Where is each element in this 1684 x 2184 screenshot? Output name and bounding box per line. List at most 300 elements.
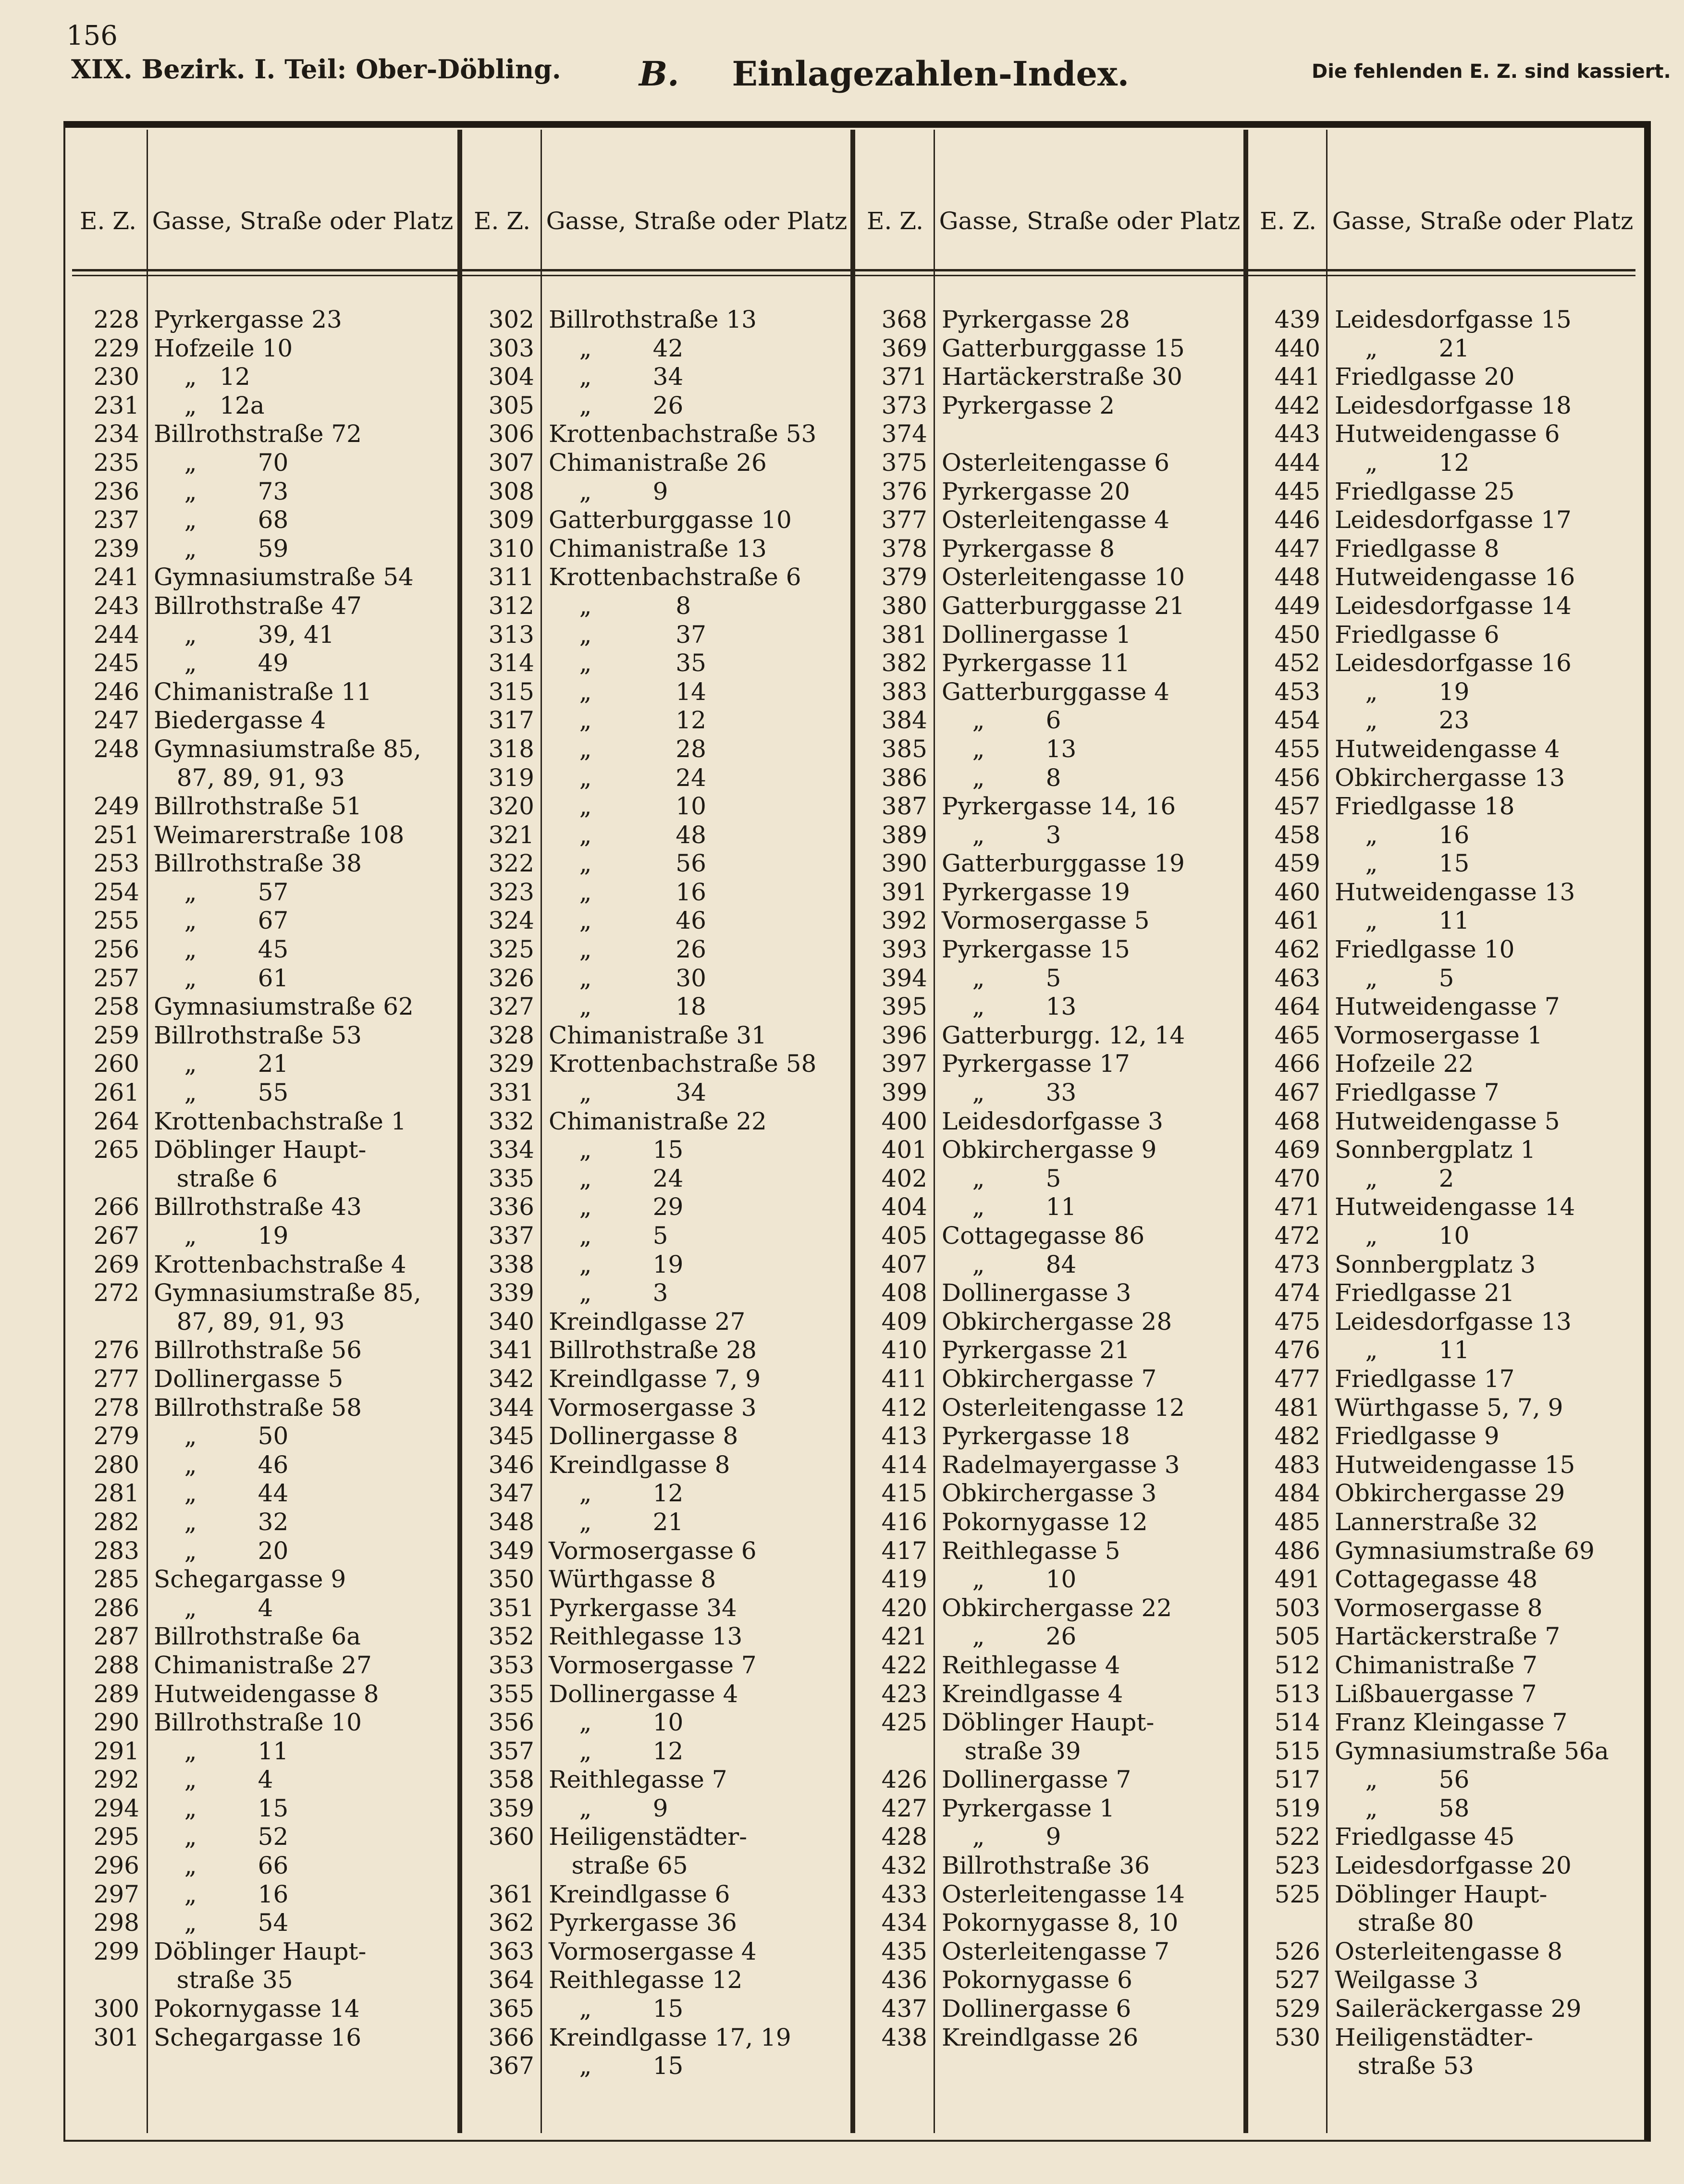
street-address: Gatterburggasse 21 (942, 591, 1185, 620)
ez-number: 382 (881, 649, 927, 677)
index-row (462, 1508, 847, 1537)
index-row (855, 1107, 1240, 1136)
index-row (1248, 1107, 1633, 1136)
index-row (67, 1995, 452, 2024)
street-address: Dollinergasse 4 (549, 1680, 738, 1708)
ez-number: 469 (1274, 1136, 1320, 1164)
street-address: „ 46 (549, 907, 706, 935)
index-row (855, 1565, 1240, 1594)
index-row (855, 1938, 1240, 1966)
ez-number: 447 (1274, 534, 1320, 563)
street-address: Schegargasse 9 (154, 1565, 346, 1594)
index-row (67, 1279, 452, 1336)
street-address: Hutweidengasse 7 (1335, 993, 1560, 1021)
ez-number: 267 (93, 1222, 139, 1250)
index-row (855, 1050, 1240, 1079)
ez-number: 476 (1274, 1336, 1320, 1364)
index-row (855, 563, 1240, 592)
ez-number: 375 (881, 448, 927, 477)
street-address: „ 15 (549, 2052, 684, 2080)
ez-number: 379 (881, 563, 927, 591)
ez-number: 359 (488, 1794, 534, 1822)
index-row (1248, 420, 1633, 449)
street-address: Dollinergasse 6 (942, 1995, 1131, 2023)
index-row (462, 849, 847, 878)
street-address: Obkirchergasse 13 (1335, 763, 1565, 792)
index-row (67, 506, 452, 535)
index-row (855, 649, 1240, 678)
street-address: Leidesdorfgasse 17 (1335, 506, 1572, 534)
index-row (855, 1823, 1240, 1852)
ez-number: 349 (488, 1536, 534, 1565)
divider (1243, 130, 1248, 2133)
index-row (67, 1938, 452, 1995)
index-row (462, 706, 847, 735)
index-row (67, 392, 452, 420)
index-row (462, 1708, 847, 1737)
street-address: Billrothstraße 47 (154, 591, 362, 620)
index-row (67, 1422, 452, 1451)
index-row (1248, 1794, 1633, 1823)
ez-number: 458 (1274, 821, 1320, 849)
street-address: Billrothstraße 43 (154, 1193, 362, 1221)
street-address: „ 34 (549, 363, 684, 391)
ez-number: 422 (881, 1651, 927, 1679)
ez-number: 367 (488, 2052, 534, 2080)
ez-number: 386 (881, 763, 927, 792)
street-address: „ 54 (154, 1909, 289, 1937)
index-row (855, 1079, 1240, 1107)
index-row (67, 1852, 452, 1880)
ez-number: 397 (881, 1050, 927, 1078)
street-address: Leidesdorfgasse 15 (1335, 306, 1572, 333)
street-address: „ 33 (942, 1079, 1077, 1107)
ez-number: 301 (93, 2023, 139, 2051)
street-address: Pokornygasse 8, 10 (942, 1909, 1179, 1937)
street-address: „ 5 (942, 1164, 1061, 1192)
index-row (855, 1909, 1240, 1938)
street-address: „ 20 (154, 1536, 289, 1565)
index-row (462, 563, 847, 592)
ez-number: 432 (881, 1852, 927, 1880)
street-address: Pyrkergasse 15 (942, 935, 1130, 964)
street-address: Chimanistraße 13 (549, 534, 767, 563)
index-row (1248, 592, 1633, 621)
ez-number: 322 (488, 849, 534, 878)
street-address: Billrothstraße 53 (154, 1021, 362, 1049)
index-row (855, 1680, 1240, 1709)
ez-number: 471 (1274, 1193, 1320, 1221)
ez-number: 296 (93, 1852, 139, 1880)
street-address: Döblinger Haupt- straße 6 (154, 1136, 367, 1192)
street-address: Dollinergasse 3 (942, 1279, 1131, 1307)
ez-number: 455 (1274, 735, 1320, 763)
ez-number: 445 (1274, 477, 1320, 505)
index-row (1248, 764, 1633, 793)
divider (850, 130, 855, 2133)
ez-number: 381 (881, 620, 927, 649)
index-row (1248, 1279, 1633, 1308)
street-address: Osterleitengasse 8 (1335, 1937, 1563, 1965)
index-row (462, 1880, 847, 1909)
district-heading: XIX. Bezirk. I. Teil: Ober-Döbling. (71, 54, 561, 85)
index-row (462, 1594, 847, 1623)
index-row (1248, 1680, 1633, 1709)
ez-number: 289 (93, 1680, 139, 1708)
index-row (1248, 535, 1633, 564)
ez-number: 420 (881, 1594, 927, 1622)
ez-number: 491 (1274, 1565, 1320, 1594)
street-address: Krottenbachstraße 6 (549, 563, 801, 591)
street-address: Krottenbachstraße 53 (549, 420, 817, 448)
index-row (67, 678, 452, 707)
index-row (1248, 363, 1633, 392)
index-row (462, 878, 847, 907)
street-address: „ 59 (154, 534, 289, 563)
ez-number: 259 (93, 1021, 139, 1049)
street-address: „ 12 (549, 1479, 684, 1508)
street-address: Cottagegasse 48 (1335, 1565, 1538, 1594)
ez-number: 423 (881, 1680, 927, 1708)
street-address: Kreindlgasse 27 (549, 1307, 746, 1336)
ez-number: 235 (93, 448, 139, 477)
header-gasse: Gasse, Straße oder Platz (939, 207, 1241, 235)
ez-number: 298 (93, 1909, 139, 1937)
index-row (855, 1165, 1240, 1193)
street-address: „ 8 (549, 591, 691, 620)
ez-number: 272 (93, 1279, 139, 1307)
street-address: „ 10 (1335, 1222, 1470, 1250)
street-address: Billrothstraße 51 (154, 792, 362, 821)
index-row (1248, 334, 1633, 363)
ez-number: 416 (881, 1508, 927, 1536)
index-row (462, 1565, 847, 1594)
ez-number: 446 (1274, 506, 1320, 534)
street-address: „ 28 (549, 735, 706, 763)
street-address: Billrothstraße 6a (154, 1622, 361, 1651)
street-address: Billrothstraße 72 (154, 420, 362, 448)
street-address: „ 12 (549, 706, 706, 735)
index-row (1248, 878, 1633, 907)
index-row (855, 1251, 1240, 1279)
index-row (1248, 1651, 1633, 1680)
street-address: „ 18 (549, 993, 706, 1021)
ez-number: 309 (488, 506, 534, 534)
ez-number: 411 (881, 1364, 927, 1393)
street-address: „ 37 (549, 620, 706, 649)
ez-number: 312 (488, 591, 534, 620)
ez-number: 237 (93, 506, 139, 534)
index-row (67, 649, 452, 678)
street-address: Chimanistraße 22 (549, 1107, 767, 1135)
street-address: Friedlgasse 20 (1335, 363, 1515, 391)
street-address: Friedlgasse 8 (1335, 534, 1500, 563)
ez-number: 449 (1274, 591, 1320, 620)
street-address: Chimanistraße 26 (549, 448, 767, 477)
street-address: „ 61 (154, 964, 289, 992)
ez-number: 434 (881, 1909, 927, 1937)
ez-number: 522 (1274, 1823, 1320, 1851)
street-address: „ 16 (549, 878, 706, 906)
street-address: Pyrkergasse 1 (942, 1794, 1115, 1822)
street-address: Würthgasse 5, 7, 9 (1335, 1393, 1563, 1422)
street-address: Heiligenstädter- straße 53 (1335, 2023, 1534, 2080)
index-row (67, 935, 452, 964)
index-row (67, 1479, 452, 1508)
index-row (462, 363, 847, 392)
ez-number: 474 (1274, 1279, 1320, 1307)
index-row (855, 592, 1240, 621)
ez-number: 350 (488, 1565, 534, 1594)
index-row (1248, 1451, 1633, 1480)
index-row (462, 935, 847, 964)
ez-number: 249 (93, 792, 139, 821)
index-row (462, 306, 847, 334)
street-address: „ 15 (1335, 849, 1470, 878)
street-address: Döblinger Haupt- straße 39 (942, 1708, 1155, 1765)
ez-number: 483 (1274, 1450, 1320, 1479)
ez-number: 355 (488, 1680, 534, 1708)
ez-number: 295 (93, 1823, 139, 1851)
index-row (855, 1394, 1240, 1423)
ez-number: 466 (1274, 1050, 1320, 1078)
ez-number: 317 (488, 706, 534, 735)
ez-number: 230 (93, 363, 139, 391)
street-address: Krottenbachstraße 58 (549, 1050, 817, 1078)
ez-number: 325 (488, 935, 534, 964)
index-row (462, 1050, 847, 1079)
street-address: Gymnasiumstraße 62 (154, 993, 414, 1021)
street-address: „ 45 (154, 935, 289, 964)
street-address: Pokornygasse 6 (942, 1966, 1132, 1994)
index-row (855, 706, 1240, 735)
index-row (462, 1479, 847, 1508)
street-address: Vormosergasse 5 (942, 907, 1150, 935)
ez-number: 384 (881, 706, 927, 735)
street-address: Dollinergasse 5 (154, 1364, 344, 1393)
index-row (462, 1394, 847, 1423)
ez-number: 437 (881, 1995, 927, 2023)
street-address: Kreindlgasse 7, 9 (549, 1364, 761, 1393)
ez-number: 231 (93, 391, 139, 419)
ez-number: 417 (881, 1536, 927, 1565)
street-address: Vormosergasse 4 (549, 1937, 757, 1965)
ez-number: 523 (1274, 1852, 1320, 1880)
ez-number: 530 (1274, 2023, 1320, 2051)
ez-number: 260 (93, 1050, 139, 1078)
divider (457, 130, 462, 2133)
street-address: Friedlgasse 17 (1335, 1364, 1515, 1393)
index-row (67, 621, 452, 650)
index-row (1248, 1508, 1633, 1537)
ez-number: 452 (1274, 649, 1320, 677)
index-row (855, 478, 1240, 506)
index-row (1248, 1365, 1633, 1394)
ez-number: 456 (1274, 763, 1320, 792)
ez-number: 245 (93, 649, 139, 677)
street-address: Leidesdorfgasse 20 (1335, 1852, 1572, 1880)
index-row (855, 907, 1240, 935)
street-address: Würthgasse 8 (549, 1565, 716, 1594)
street-address: Obkirchergasse 9 (942, 1136, 1157, 1164)
street-address: „ 15 (549, 1995, 684, 2023)
street-address: Reithlegasse 12 (549, 1966, 743, 1994)
street-address: Gatterburggasse 10 (549, 506, 792, 534)
street-address: Pyrkergasse 23 (154, 306, 342, 333)
index-row (462, 420, 847, 449)
street-address: „ 67 (154, 907, 289, 935)
ez-number: 404 (881, 1193, 927, 1221)
index-row (1248, 621, 1633, 650)
street-address: Pyrkergasse 17 (942, 1050, 1130, 1078)
street-address: Leidesdorfgasse 3 (942, 1107, 1163, 1135)
ez-number: 306 (488, 420, 534, 448)
ez-number: 321 (488, 821, 534, 849)
ez-number: 505 (1274, 1622, 1320, 1651)
ez-number: 425 (881, 1708, 927, 1737)
street-address: Pyrkergasse 28 (942, 306, 1130, 333)
ez-number: 261 (93, 1079, 139, 1107)
index-row (67, 1508, 452, 1537)
index-row (67, 1880, 452, 1909)
street-address: Gymnasiumstraße 85, 87, 89, 91, 93 (154, 735, 421, 792)
ez-number: 365 (488, 1995, 534, 2023)
street-address: „ 3 (942, 821, 1061, 849)
street-address: Gatterburgg. 12, 14 (942, 1021, 1185, 1049)
ez-number: 283 (93, 1536, 139, 1565)
street-address: Dollinergasse 8 (549, 1422, 738, 1450)
index-row (855, 363, 1240, 392)
street-address: „ 19 (154, 1222, 289, 1250)
ez-number: 236 (93, 477, 139, 505)
index-row (462, 993, 847, 1021)
index-row (67, 2024, 452, 2052)
ez-number: 410 (881, 1336, 927, 1364)
page-number: 156 (66, 20, 118, 51)
index-row (462, 392, 847, 420)
index-row (1248, 1079, 1633, 1107)
index-row (462, 334, 847, 363)
index-row (1248, 1308, 1633, 1337)
street-address: Lannerstraße 32 (1335, 1508, 1538, 1536)
street-address: „ 4 (154, 1594, 273, 1622)
index-row (462, 1336, 847, 1365)
index-row (462, 1165, 847, 1193)
ez-number: 308 (488, 477, 534, 505)
street-address: „ 68 (154, 506, 289, 534)
ez-number: 464 (1274, 993, 1320, 1021)
ez-number: 345 (488, 1422, 534, 1450)
street-address: „ 56 (549, 849, 706, 878)
ez-number: 276 (93, 1336, 139, 1364)
index-row (1248, 1594, 1633, 1623)
ez-number: 311 (488, 563, 534, 591)
index-row (855, 1222, 1240, 1251)
ez-number: 228 (93, 306, 139, 333)
index-row (1248, 964, 1633, 993)
ez-number: 407 (881, 1250, 927, 1278)
ez-number: 439 (1274, 306, 1320, 333)
street-address: Osterleitengasse 6 (942, 448, 1170, 477)
index-row (462, 1107, 847, 1136)
index-row (67, 964, 452, 993)
street-address: „ 21 (549, 1508, 684, 1536)
ez-number: 315 (488, 677, 534, 706)
ez-number: 436 (881, 1966, 927, 1994)
street-address: „ 5 (942, 964, 1061, 992)
header-gasse: Gasse, Straße oder Platz (152, 207, 454, 235)
ez-number: 513 (1274, 1680, 1320, 1708)
ez-number: 280 (93, 1450, 139, 1479)
street-address: Kreindlgasse 26 (942, 2023, 1139, 2051)
street-address: Friedlgasse 18 (1335, 792, 1515, 821)
ez-number: 334 (488, 1136, 534, 1164)
ez-number: 402 (881, 1164, 927, 1192)
index-row (1248, 392, 1633, 420)
street-address: „ 11 (1335, 1336, 1470, 1364)
index-row (855, 1794, 1240, 1823)
index-column-4 (1248, 306, 1633, 2081)
street-address: Chimanistraße 31 (549, 1021, 767, 1049)
street-address: Obkirchergasse 29 (1335, 1479, 1565, 1508)
street-address: Cottagegasse 86 (942, 1222, 1145, 1250)
street-address: „ 58 (1335, 1794, 1470, 1822)
index-row (1248, 1823, 1633, 1852)
street-address: „ 2 (1335, 1164, 1454, 1192)
index-row (67, 449, 452, 478)
street-address: Leidesdorfgasse 18 (1335, 391, 1572, 419)
street-address: „ 12a (154, 391, 265, 419)
index-row (67, 1680, 452, 1709)
ez-number: 527 (1274, 1966, 1320, 1994)
index-row (462, 1422, 847, 1451)
ez-number: 481 (1274, 1393, 1320, 1422)
ez-number: 400 (881, 1107, 927, 1135)
ez-number: 253 (93, 849, 139, 878)
street-address: Krottenbachstraße 1 (154, 1107, 406, 1135)
street-address: „ 57 (154, 878, 289, 906)
index-row (1248, 706, 1633, 735)
street-address: „ 73 (154, 477, 289, 505)
street-address: Friedlgasse 9 (1335, 1422, 1500, 1450)
index-row (855, 678, 1240, 707)
street-address: Kreindlgasse 6 (549, 1880, 730, 1908)
header-ez: E. Z. (473, 207, 531, 235)
index-row (462, 1680, 847, 1709)
ez-number: 378 (881, 534, 927, 563)
index-row (462, 1222, 847, 1251)
index-row (67, 1451, 452, 1480)
street-address: Hofzeile 22 (1335, 1050, 1474, 1078)
street-address: Pyrkergasse 19 (942, 878, 1130, 906)
index-row (462, 1279, 847, 1308)
index-row (67, 306, 452, 334)
index-row (1248, 649, 1633, 678)
street-address: Kreindlgasse 4 (942, 1680, 1123, 1708)
street-address: Chimanistraße 7 (1335, 1651, 1538, 1679)
street-address: Friedlgasse 25 (1335, 477, 1515, 505)
street-address: Leidesdorfgasse 16 (1335, 649, 1572, 677)
ez-number: 256 (93, 935, 139, 964)
street-address: „ 10 (942, 1565, 1077, 1594)
ez-number: 467 (1274, 1079, 1320, 1107)
ez-number: 468 (1274, 1107, 1320, 1135)
ez-number: 347 (488, 1479, 534, 1508)
index-row (855, 306, 1240, 334)
street-address: Leidesdorfgasse 13 (1335, 1307, 1572, 1336)
index-row (462, 907, 847, 935)
street-address: Sonnbergplatz 3 (1335, 1250, 1536, 1278)
